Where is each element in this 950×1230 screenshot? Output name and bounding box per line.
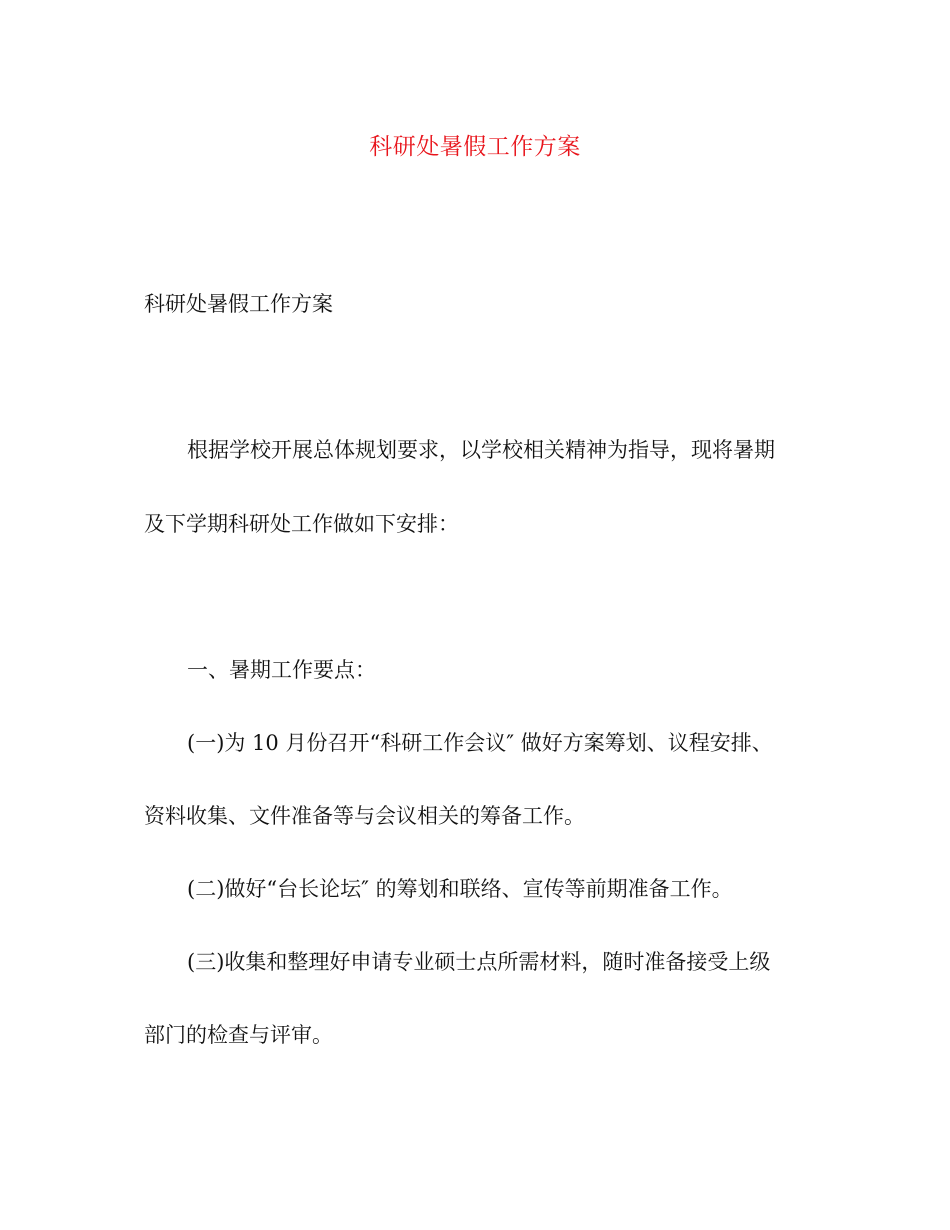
document-title: 科研处暑假工作方案 [369,134,581,160]
section-1-heading: 一、暑期工作要点： [187,658,376,682]
document-subtitle: 科研处暑假工作方案 [144,292,333,316]
item-3-line-2: 部门的检查与评审。 [144,1023,333,1047]
intro-paragraph-line-1: 根据学校开展总体规划要求，以学校相关精神为指导，现将暑期 [187,438,775,462]
item-3-line-1: (三)收集和整理好申请专业硕士点所需材料，随时准备接受上级 [187,950,771,974]
item-2-line-1: (二)做好“台长论坛″ 的筹划和联络、宣传等前期准备工作。 [187,877,733,901]
intro-paragraph-line-2: 及下学期科研处工作做如下安排： [144,512,459,536]
item-1-line-1: (一)为 10 月份召开“科研工作会议″ 做好方案筹划、议程安排、 [187,731,773,755]
item-1-line-2: 资料收集、文件准备等与会议相关的筹备工作。 [144,804,585,828]
